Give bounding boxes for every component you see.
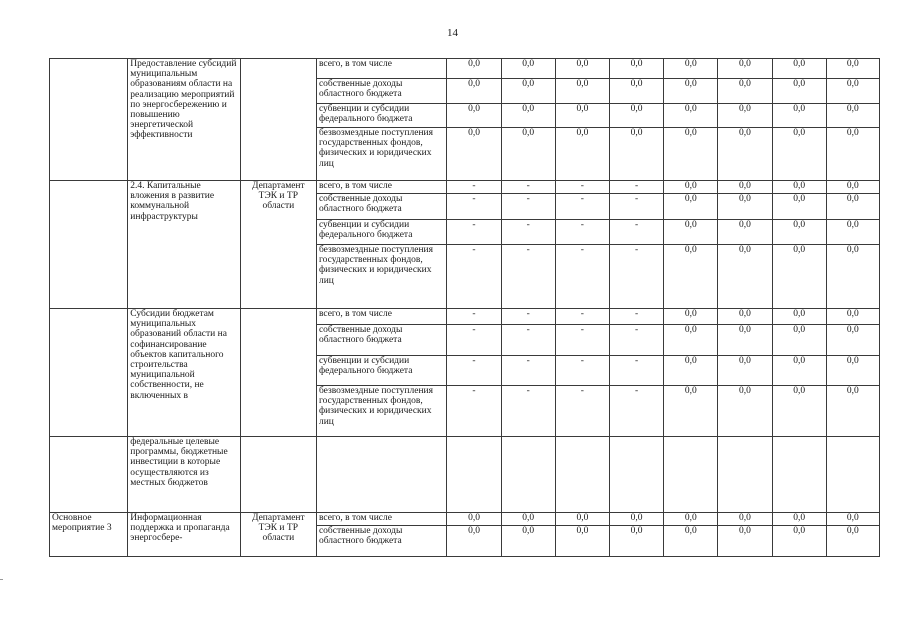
measure-name-cell: 2.4. Капитальные вложения в развитие коммунальной инфраструктуры (128, 181, 240, 309)
budget-table (49, 58, 880, 557)
value-cell: - (447, 356, 501, 386)
source-regional-cell: собственные доходы областного бюджета (316, 526, 446, 557)
value-cell: 0,0 (772, 309, 826, 325)
value-cell: 0,0 (501, 79, 555, 104)
value-cell: 0,0 (718, 356, 772, 386)
value-cell: - (501, 245, 555, 309)
value-cell: 0,0 (664, 325, 718, 356)
value-cell: 0,0 (718, 104, 772, 128)
value-cell: 0,0 (826, 181, 879, 194)
source-gratuitous-cell: безвозмездные поступления государственных фондов, физических и юридических лиц (316, 128, 446, 181)
value-cell: - (501, 181, 555, 194)
value-cell: 0,0 (664, 220, 718, 245)
value-cell: 0,0 (555, 79, 609, 104)
value-cell: 0,0 (609, 513, 663, 526)
value-cell: 0,0 (664, 181, 718, 194)
value-cell: 0,0 (718, 245, 772, 309)
value-cell: - (447, 220, 501, 245)
executor-cell (240, 59, 316, 181)
value-cell (718, 437, 772, 513)
value-cell: - (447, 194, 501, 220)
value-cell: 0,0 (447, 59, 501, 79)
value-cell: - (609, 181, 663, 194)
executor-cell: Департамент ТЭК и ТР области (240, 181, 316, 309)
value-cell: 0,0 (664, 79, 718, 104)
value-cell: - (555, 194, 609, 220)
value-cell: 0,0 (609, 104, 663, 128)
value-cell: - (447, 325, 501, 356)
value-cell: 0,0 (501, 128, 555, 181)
value-cell: 0,0 (826, 526, 879, 557)
value-cell: 0,0 (772, 526, 826, 557)
value-cell: 0,0 (555, 104, 609, 128)
table-row (50, 59, 880, 79)
value-cell: 0,0 (826, 386, 879, 437)
value-cell: 0,0 (609, 59, 663, 79)
value-cell: 0,0 (826, 325, 879, 356)
value-cell: 0,0 (718, 309, 772, 325)
value-cell: - (555, 309, 609, 325)
measure-name-cell: Субсидии бюджетам муниципальных образований области на софинансирование объектов капитального строительства муниципальной собственности, не включенных в (128, 309, 240, 437)
value-cell (772, 437, 826, 513)
value-cell: 0,0 (772, 181, 826, 194)
value-cell: 0,0 (447, 104, 501, 128)
value-cell: 0,0 (447, 128, 501, 181)
value-cell: 0,0 (664, 194, 718, 220)
value-cell: 0,0 (664, 356, 718, 386)
value-cell: 0,0 (555, 526, 609, 557)
value-cell: 0,0 (664, 104, 718, 128)
value-cell: - (447, 245, 501, 309)
value-cell: 0,0 (555, 128, 609, 181)
value-cell: 0,0 (772, 128, 826, 181)
source-federal-cell: субвенции и субсидии федерального бюджета (316, 104, 446, 128)
measure-label-cell: Основное мероприятие 3 (50, 513, 128, 557)
value-cell: 0,0 (772, 79, 826, 104)
source-total-cell: всего, в том числе (316, 181, 446, 194)
value-cell: - (609, 245, 663, 309)
value-cell: 0,0 (826, 309, 879, 325)
value-cell: - (609, 386, 663, 437)
value-cell (664, 437, 718, 513)
source-gratuitous-cell: безвозмездные поступления государственных фондов, физических и юридических лиц (316, 386, 446, 437)
value-cell: 0,0 (826, 220, 879, 245)
value-cell: - (447, 309, 501, 325)
value-cell: 0,0 (772, 220, 826, 245)
value-cell: 0,0 (772, 194, 826, 220)
value-cell: 0,0 (826, 513, 879, 526)
value-cell: 0,0 (772, 245, 826, 309)
value-cell: 0,0 (718, 59, 772, 79)
executor-cell (240, 309, 316, 437)
value-cell: - (609, 356, 663, 386)
value-cell: 0,0 (664, 309, 718, 325)
value-cell: - (609, 325, 663, 356)
value-cell: 0,0 (826, 79, 879, 104)
table-row (50, 309, 880, 325)
value-cell: 0,0 (718, 526, 772, 557)
measure-name-cell: Предоставление субсидий муниципальным образованиям области на реализацию мероприятий по энергосбережению и повышению энергетической эффективности (128, 59, 240, 181)
measure-name-cell: Информационная поддержка и пропаганда энергосбере- (128, 513, 240, 557)
executor-cell (240, 437, 316, 513)
source-cell (316, 437, 446, 513)
value-cell: 0,0 (772, 325, 826, 356)
source-total-cell: всего, в том числе (316, 59, 446, 79)
value-cell: 0,0 (826, 104, 879, 128)
value-cell: - (609, 220, 663, 245)
value-cell: 0,0 (718, 79, 772, 104)
page-number: 14 (447, 27, 458, 39)
value-cell: 0,0 (664, 513, 718, 526)
value-cell: 0,0 (609, 128, 663, 181)
value-cell: 0,0 (501, 104, 555, 128)
source-total-cell: всего, в том числе (316, 309, 446, 325)
value-cell: - (501, 325, 555, 356)
value-cell: 0,0 (501, 526, 555, 557)
value-cell: 0,0 (826, 245, 879, 309)
source-total-cell: всего, в том числе (316, 513, 446, 526)
value-cell: 0,0 (501, 513, 555, 526)
measure-label-cell (50, 309, 128, 437)
value-cell: - (609, 309, 663, 325)
value-cell: - (555, 220, 609, 245)
value-cell: - (447, 386, 501, 437)
value-cell: - (555, 386, 609, 437)
value-cell: 0,0 (772, 513, 826, 526)
value-cell: - (501, 194, 555, 220)
value-cell: 0,0 (447, 513, 501, 526)
value-cell: 0,0 (664, 128, 718, 181)
executor-cell: Департамент ТЭК и ТР области (240, 513, 316, 557)
value-cell: 0,0 (826, 356, 879, 386)
measure-name-cell: федеральные целевые программы, бюджетные инвестиции в которые осуществляются из местных бюджетов (128, 437, 240, 513)
value-cell: - (555, 325, 609, 356)
value-cell: - (501, 220, 555, 245)
value-cell (826, 437, 879, 513)
value-cell: - (609, 194, 663, 220)
value-cell: 0,0 (718, 181, 772, 194)
value-cell: - (555, 181, 609, 194)
value-cell: 0,0 (664, 245, 718, 309)
value-cell (501, 437, 555, 513)
value-cell: 0,0 (718, 386, 772, 437)
scan-mark (0, 579, 3, 580)
value-cell: 0,0 (609, 79, 663, 104)
measure-label-cell (50, 181, 128, 309)
value-cell: 0,0 (826, 128, 879, 181)
value-cell: 0,0 (772, 59, 826, 79)
value-cell: 0,0 (664, 386, 718, 437)
value-cell (447, 437, 501, 513)
value-cell (609, 437, 663, 513)
source-regional-cell: собственные доходы областного бюджета (316, 325, 446, 356)
source-regional-cell: собственные доходы областного бюджета (316, 79, 446, 104)
table-body (50, 59, 880, 557)
value-cell: 0,0 (718, 128, 772, 181)
value-cell: 0,0 (826, 59, 879, 79)
value-cell: 0,0 (826, 194, 879, 220)
value-cell: - (447, 181, 501, 194)
source-federal-cell: субвенции и субсидии федерального бюджета (316, 356, 446, 386)
value-cell: 0,0 (772, 356, 826, 386)
value-cell: 0,0 (501, 59, 555, 79)
value-cell: - (501, 356, 555, 386)
value-cell: 0,0 (664, 59, 718, 79)
value-cell: - (555, 245, 609, 309)
value-cell: 0,0 (555, 59, 609, 79)
table-row (50, 181, 880, 194)
value-cell: - (501, 386, 555, 437)
value-cell (555, 437, 609, 513)
value-cell: 0,0 (555, 513, 609, 526)
value-cell: 0,0 (772, 386, 826, 437)
value-cell: - (555, 356, 609, 386)
value-cell: - (501, 309, 555, 325)
value-cell: 0,0 (718, 220, 772, 245)
source-regional-cell: собственные доходы областного бюджета (316, 194, 446, 220)
value-cell: 0,0 (447, 526, 501, 557)
source-federal-cell: субвенции и субсидии федерального бюджета (316, 220, 446, 245)
value-cell: 0,0 (718, 513, 772, 526)
value-cell: 0,0 (772, 104, 826, 128)
measure-label-cell (50, 437, 128, 513)
value-cell: 0,0 (718, 194, 772, 220)
value-cell: 0,0 (718, 325, 772, 356)
source-gratuitous-cell: безвозмездные поступления государственных фондов, физических и юридических лиц (316, 245, 446, 309)
value-cell: 0,0 (664, 526, 718, 557)
value-cell: 0,0 (609, 526, 663, 557)
table-row (50, 437, 880, 513)
measure-label-cell (50, 59, 128, 181)
value-cell: 0,0 (447, 79, 501, 104)
table-row (50, 513, 880, 526)
